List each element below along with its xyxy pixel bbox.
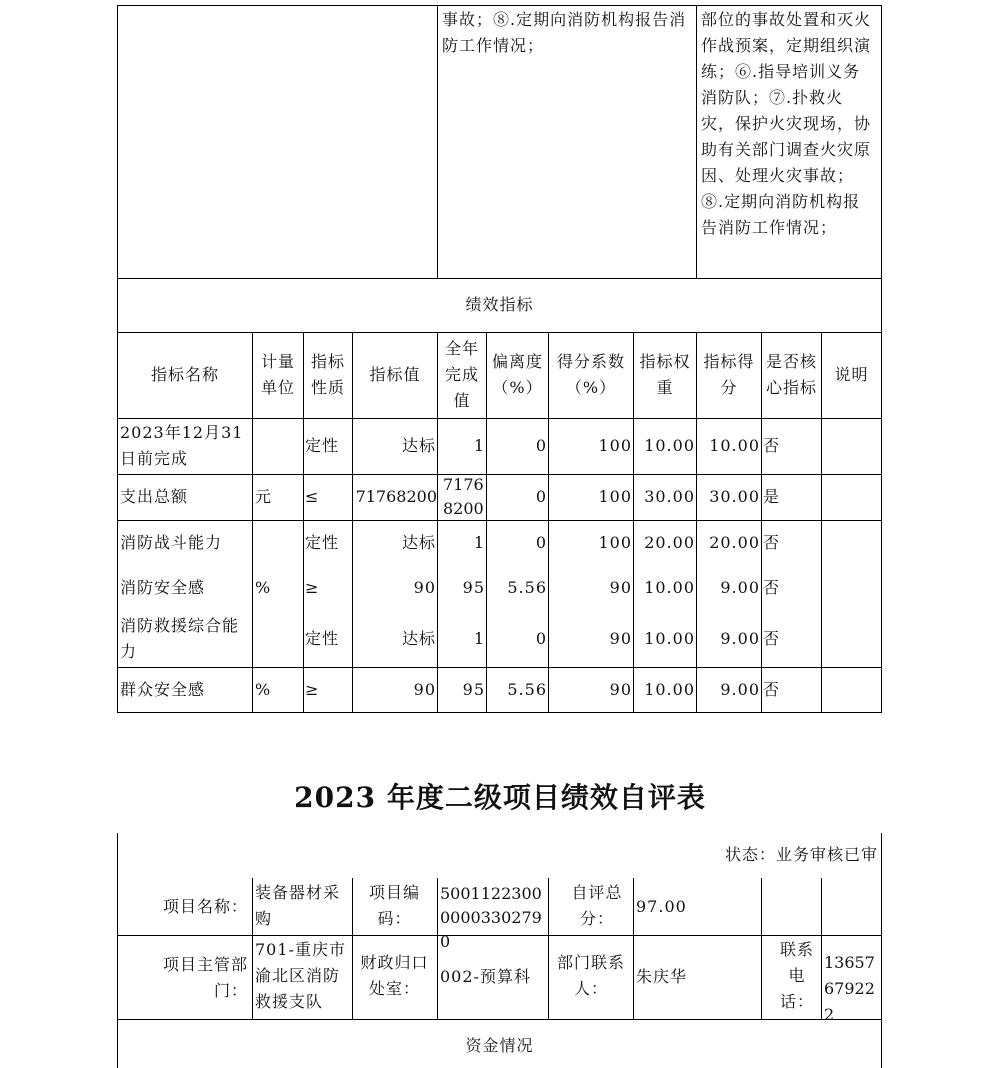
value-project-code: 500112230000003302790 [440,884,542,951]
cell-nature: 定性 [305,629,340,648]
cell-value: 90 [413,680,436,699]
header-deviation: 偏离度（%） [491,352,543,397]
cell-nature: ≥ [305,578,320,597]
divider [117,474,882,475]
cell-score: 9.00 [720,578,760,597]
cell-done: 95 [462,680,485,699]
cell-core: 否 [763,629,781,648]
header-weight: 指标权重 [639,352,691,397]
divider [352,332,353,712]
cell-core: 是 [763,487,781,506]
value-self-score: 97.00 [636,897,687,916]
cell-coefficient: 90 [609,578,632,597]
cell-score: 20.00 [709,533,760,552]
cell-done: 1 [473,533,485,552]
cell-core: 否 [763,680,781,699]
cell-weight: 10.00 [644,629,695,648]
cell-weight: 10.00 [644,436,695,455]
divider [437,878,438,1020]
section-title-funds: 资金情况 [465,1036,534,1055]
cell-coefficient: 100 [598,533,632,552]
cell-deviation: 0 [535,487,547,506]
header-core: 是否核心指标 [765,352,817,397]
cell-coefficient: 100 [598,487,632,506]
table-border-top [117,5,882,6]
cell-unit: % [255,578,272,597]
continuation-text-c: 部位的事故处置和灭火作战预案，定期组织演练；⑥.指导培训义务消防队；⑦.扑救火灾，保护火灾现场，协助有关部门调查火灾原因、处理火灾事故；⑧.定期向消防机构报告消防工作情况； [701,10,872,237]
value-finance: 002-预算科 [440,967,531,986]
label-dept: 项目主管部门： [162,955,248,1000]
cell-value: 71768200 [355,487,437,506]
cell-deviation: 0 [535,436,547,455]
cell-value: 达标 [401,533,436,552]
cell-name: 消防战斗能力 [120,533,223,552]
divider [117,418,882,419]
label-project-code: 项目编码： [368,883,420,928]
cell-weight: 10.00 [644,680,695,699]
cell-score: 9.00 [720,680,760,699]
cell-nature: 定性 [305,533,340,552]
cell-done: 1 [473,629,485,648]
cell-unit: % [255,680,272,699]
section-title-performance: 绩效指标 [465,295,534,314]
cell-done: 71768200 [443,475,484,518]
value-phone: 13657679222 [824,953,875,1024]
label-contact: 部门联系人： [556,953,625,998]
table-border-bottom [117,712,882,713]
cell-core: 否 [763,533,781,552]
divider [117,667,882,668]
divider [548,878,549,1020]
cell-weight: 20.00 [644,533,695,552]
table-border-right [881,5,882,712]
divider [437,332,438,712]
cell-nature: ≤ [305,487,320,506]
header-nature: 指标性质 [310,352,345,397]
status-text: 状态：业务审核已审 [724,845,878,864]
divider [761,878,762,1020]
cell-coefficient: 100 [598,436,632,455]
value-dept: 701-重庆市渝北区消防救援支队 [255,940,346,1011]
divider [821,332,822,712]
cell-score: 30.00 [709,487,760,506]
header-indicator-name: 指标名称 [150,365,219,384]
cell-deviation: 5.56 [507,680,547,699]
header-annual-done: 全年完成值 [444,339,479,410]
page-title: 2023 年度二级项目绩效自评表 [294,781,706,814]
table-border-left [117,5,118,712]
cell-value: 达标 [401,629,436,648]
value-project-name: 装备器材采购 [255,883,341,928]
cell-name: 2023年12月31日前完成 [120,423,244,468]
cell-value: 90 [413,578,436,597]
divider [117,1019,882,1020]
cell-score: 10.00 [709,436,760,455]
cell-deviation: 5.56 [507,578,547,597]
divider [117,520,882,521]
cell-unit: 元 [255,487,273,506]
cell-deviation: 0 [535,533,547,552]
header-score: 指标得分 [703,352,755,397]
label-phone: 联系电话： [779,940,814,1011]
cell-nature: ≥ [305,680,320,699]
cell-nature: 定性 [305,436,340,455]
cell-name: 消防安全感 [120,578,206,597]
header-coefficient: 得分系数（%） [556,352,625,397]
continuation-text-b: 事故；⑧.定期向消防机构报告消防工作情况； [442,10,687,55]
label-finance: 财政归口处室： [360,953,429,998]
header-unit: 计量单位 [260,352,295,397]
cell-deviation: 0 [535,629,547,648]
cell-name: 支出总额 [120,487,189,506]
value-contact: 朱庆华 [636,967,688,986]
cell-done: 1 [473,436,485,455]
header-note: 说明 [834,365,869,384]
cell-weight: 30.00 [644,487,695,506]
cell-score: 9.00 [720,629,760,648]
divider [117,332,882,333]
cell-core: 否 [763,578,781,597]
divider [117,278,882,279]
cell-coefficient: 90 [609,680,632,699]
divider [821,878,822,1020]
cell-name: 群众安全感 [120,680,206,699]
label-project-name: 项目名称： [162,897,248,916]
cell-coefficient: 90 [609,629,632,648]
cell-name: 消防救援综合能力 [120,616,240,661]
divider [633,878,634,1020]
divider [352,878,353,1020]
header-value: 指标值 [369,365,421,384]
divider [252,878,253,1020]
cell-done: 95 [462,578,485,597]
divider [437,5,438,278]
label-self-score: 自评总分： [571,883,623,928]
cell-weight: 10.00 [644,578,695,597]
cell-value: 达标 [401,436,436,455]
cell-core: 否 [763,436,781,455]
divider [696,5,697,278]
